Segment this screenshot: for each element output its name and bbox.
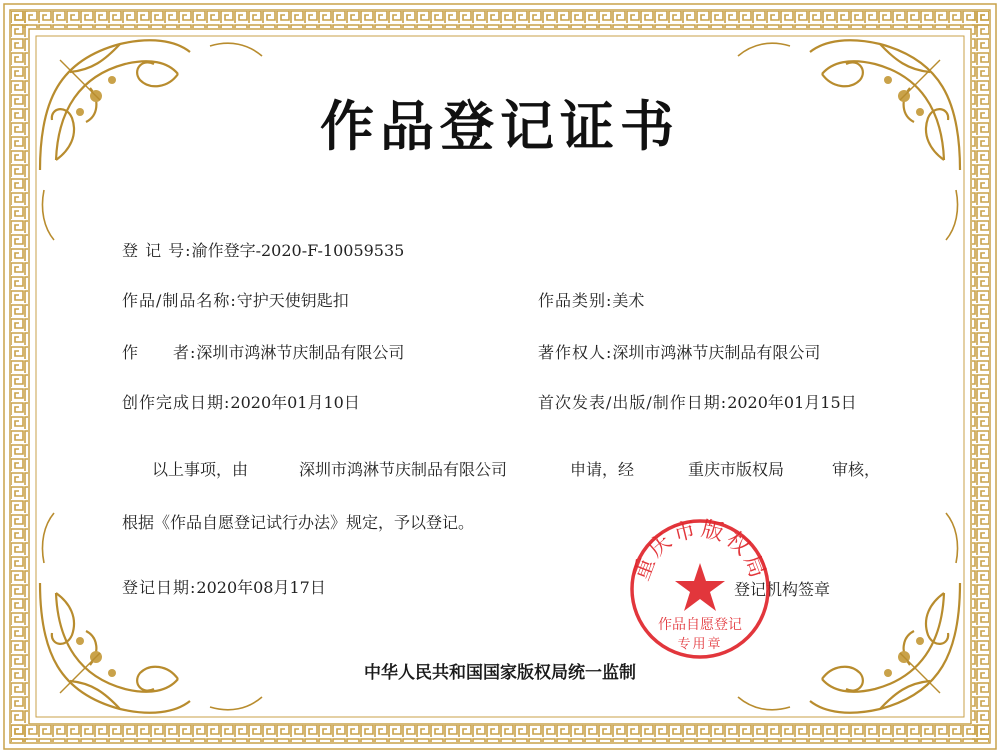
copyright-owner-label: 著作权人: [538,343,613,362]
publish-date [538,390,857,413]
completion-date-label: 创作完成日期: [122,393,231,412]
statement-authority: 重庆市版权局 [688,460,785,479]
agency-seal-label: 登记机构签章 [734,580,831,599]
seal-line2: 专用章 [677,637,723,652]
author-label: 作 者: [122,343,197,362]
publish-date-label: 首次发表/出版/制作日期: [538,393,728,412]
work-type [538,288,644,311]
author [122,340,404,363]
work-name-value: 守护天使钥匙扣 [236,291,349,310]
certificate-title: 作品登记证书 [320,94,680,158]
statement-applicant: 深圳市鸿淋节庆制品有限公司 [299,460,508,479]
star-icon [675,563,725,611]
completion-date-value: 2020年01月10日 [230,393,360,412]
issuer-footer: 中华人民共和国国家版权局统一监制 [364,663,636,683]
registration-date-label: 登记日期: [122,578,197,597]
work-name [122,288,349,311]
publish-date-value: 2020年01月15日 [727,393,857,412]
registration-number [122,238,404,261]
copyright-owner [538,340,820,363]
work-type-value: 美术 [612,291,645,310]
registration-number-label: 登 记 号: [122,241,192,260]
statement-line2: 根据《作品自愿登记试行办法》规定，予以登记。 [122,513,475,532]
registration-date [122,575,326,598]
statement-prefix: 以上事项，由 [152,460,249,479]
registration-number-value: 渝作登字-2020-F-10059535 [191,241,405,260]
official-seal-stamp [628,517,772,661]
seal-top-text: 重庆市版权局 [629,517,771,584]
work-name-label: 作品/制品名称: [122,291,237,310]
registration-date-value: 2020年08月17日 [196,578,326,597]
seal-line1: 作品自愿登记 [658,617,742,633]
completion-date [122,390,360,413]
copyright-owner-value: 深圳市鸿淋节庆制品有限公司 [612,343,821,362]
statement-suffix: 审核， [832,460,881,479]
author-value: 深圳市鸿淋节庆制品有限公司 [196,343,405,362]
statement-middle: 申请，经 [570,460,635,479]
work-type-label: 作品类别: [538,291,613,310]
